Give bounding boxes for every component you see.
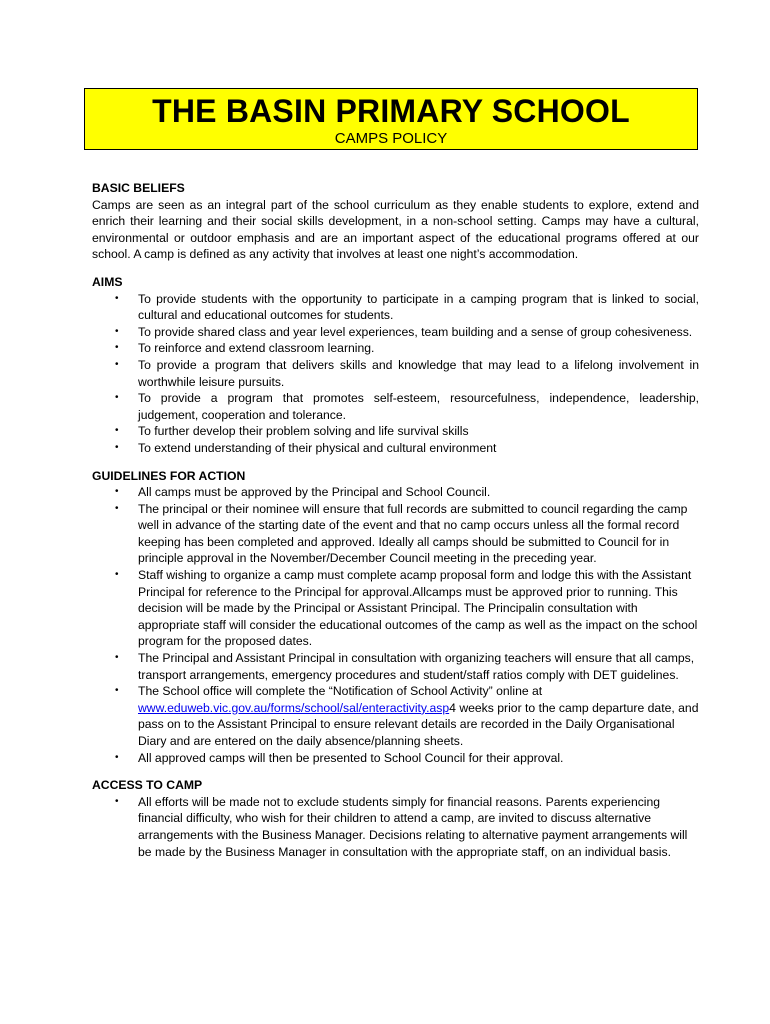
list-item: • To reinforce and extend classroom learning. — [115, 341, 375, 356]
list-item: • All approved camps will then be presented to School Council for their approval. — [115, 750, 564, 765]
bullet-icon: • — [115, 569, 119, 581]
page-subtitle: CAMPS POLICY — [334, 130, 448, 147]
page-title: THE BASIN PRIMARY SCHOOL — [152, 93, 630, 129]
list-item: • To provide students with the opportunity to participate in a camping program that is linked to social, cultural and educational outcomes for students. — [115, 291, 699, 323]
aims-list — [92, 291, 699, 457]
section-heading: AIMS — [92, 274, 123, 289]
list-item: • All efforts will be made not to exclude students simply for financial reasons. Parents experiencing financial difficulty, who wish for their children to attend a camp, are invited to discuss alternative arrangements with the Business Manager. Decisions relating to alternative payment arrangements will be made by the Business Manager in consultation with the appropriate staff, on an individual basis. — [115, 794, 688, 859]
list-item: • To further develop their problem solving and life survival skills — [115, 424, 469, 439]
bullet-icon: • — [115, 358, 119, 370]
section-aims — [92, 274, 699, 457]
paragraph: Camps are seen as an integral part of the school curriculum as they enable students to explore, extend and enrich their learning and their social skills development, in a non-school setting. Camps may have a cultural, environmental or outdoor emphasis and are an important aspect of the educational programs offered at our school. A camp is defined as any activity that involves at least one night’s accommodation. — [92, 197, 699, 262]
list-item: • The principal or their nominee will ensure that full records are submitted to council regarding the camp well in advance of the starting date of the event and that no camp occurs unless all the formal record keeping has been completed and approved. Ideally all camps should be submitted to Council for in principle approval in the November/December Council meeting in the preceding year. — [115, 501, 688, 566]
bullet-icon: • — [115, 392, 119, 404]
bullet-icon: • — [115, 342, 119, 354]
section-heading: BASIC BELIEFS — [92, 181, 185, 195]
bullet-icon: • — [115, 652, 119, 664]
bullet-icon: • — [115, 502, 119, 514]
section-heading: ACCESS TO CAMP — [92, 778, 203, 793]
bullet-icon: • — [115, 425, 119, 437]
bullet-icon: • — [115, 292, 119, 304]
bullet-icon: • — [115, 486, 119, 498]
section-guidelines — [92, 468, 699, 767]
bullet-icon: • — [115, 751, 119, 763]
document-body — [92, 180, 699, 871]
list-item: • All camps must be approved by the Principal and School Council. — [115, 485, 491, 500]
eduweb-link[interactable]: www.eduweb.vic.gov.au/forms/school/sal/enteractivity.asp — [138, 700, 450, 715]
bullet-icon: • — [115, 441, 119, 453]
section-basic-beliefs — [92, 180, 699, 263]
section-heading: GUIDELINES FOR ACTION — [92, 468, 246, 483]
guidelines-list — [92, 484, 699, 766]
bullet-icon: • — [115, 685, 119, 697]
list-item: • To provide a program that promotes self-esteem, resourcefulness, independence, leadership, judgement, cooperation and tolerance. — [115, 391, 699, 422]
list-item: • To provide shared class and year level experiences, team building and a sense of group cohesiveness. — [115, 324, 693, 339]
list-item: • Staff wishing to organize a camp must complete acamp proposal form and lodge this with the Assistant Principal for reference to the Principal for approval.Allcamps must be approved prior to running. This decision will be made by the Principal or Assistant Principal. The Principalin consultation with appropriate staff will consider the educational outcomes of the camp as well as the impact on the school program for the proposed dates. — [115, 568, 698, 649]
title-banner — [84, 88, 698, 150]
list-item: • The School office will complete the “Notification of School Activity” online at www.eduweb.vic.gov.au/forms/school/sal/enteractivity.asp4 weeks prior to the camp departure date, and pass on to the Assistant Principal to ensure relevant details are recorded in the Daily Organisational Diary and are entered on the daily absence/planning sheets. — [115, 684, 699, 748]
list-item: • The Principal and Assistant Principal in consultation with organizing teachers will ensure that all camps, transport arrangements, emergency procedures and student/staff ratios comply with DET guidelines. — [115, 651, 695, 682]
list-item: • To extend understanding of their physical and cultural environment — [115, 440, 497, 455]
bullet-icon: • — [115, 795, 119, 807]
list-item: • To provide a program that delivers skills and knowledge that may lead to a lifelong involvement in worthwhile leisure pursuits. — [115, 357, 699, 389]
bullet-icon: • — [115, 325, 119, 337]
access-list — [92, 794, 699, 860]
section-access — [92, 777, 699, 860]
